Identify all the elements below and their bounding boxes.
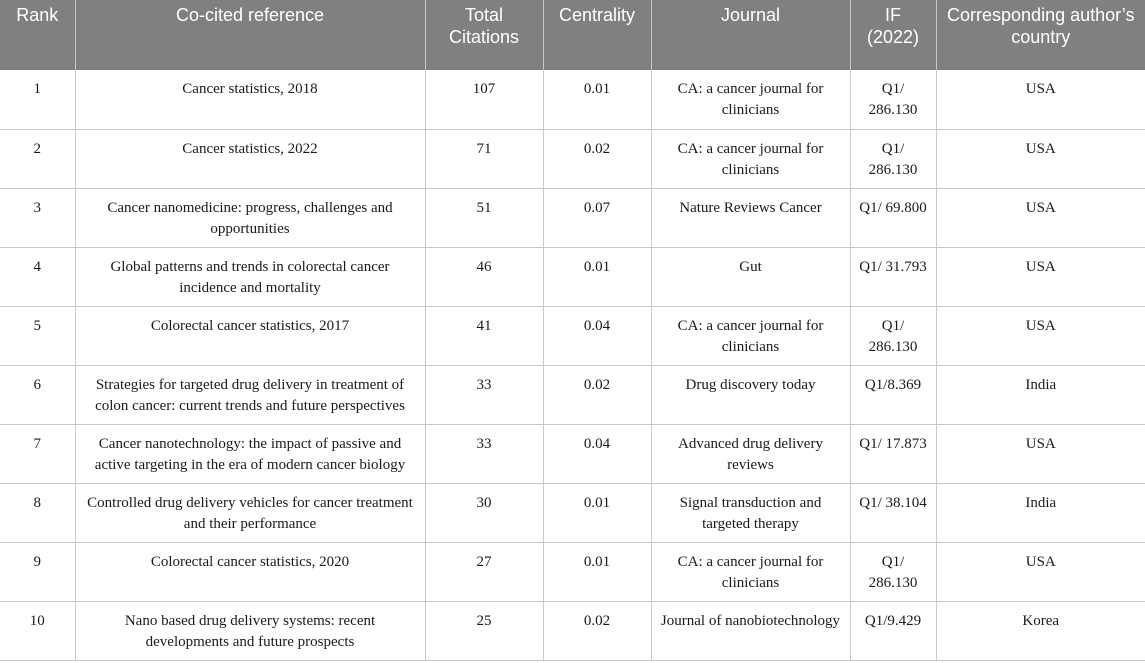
table-row	[0, 188, 1145, 247]
table-row	[0, 365, 1145, 424]
cell-rank: 7	[0, 424, 75, 483]
cell-country: India	[936, 483, 1145, 542]
cell-impact-factor: Q1/ 31.793	[850, 247, 936, 306]
cell-rank: 4	[0, 247, 75, 306]
header-rank: Rank	[0, 0, 75, 70]
cell-reference: Cancer statistics, 2018	[75, 70, 425, 129]
header-journal: Journal	[651, 0, 850, 70]
cell-citations: 33	[425, 365, 543, 424]
table-row	[0, 542, 1145, 601]
cell-impact-factor: Q1/ 69.800	[850, 188, 936, 247]
cell-centrality: 0.04	[543, 306, 651, 365]
cell-reference: Colorectal cancer statistics, 2017	[75, 306, 425, 365]
cell-citations: 33	[425, 424, 543, 483]
table-row	[0, 70, 1145, 129]
cell-impact-factor: Q1/ 286.130	[850, 70, 936, 129]
header-total-citations: Total Citations	[425, 0, 543, 70]
header-impact-factor: IF (2022)	[850, 0, 936, 70]
table-row	[0, 129, 1145, 188]
cell-citations: 46	[425, 247, 543, 306]
cell-country: USA	[936, 424, 1145, 483]
cell-centrality: 0.07	[543, 188, 651, 247]
table-row	[0, 601, 1145, 660]
cell-country: India	[936, 365, 1145, 424]
cell-rank: 10	[0, 601, 75, 660]
cell-journal: Journal of nanobiotechnology	[651, 601, 850, 660]
table-row	[0, 424, 1145, 483]
cell-reference: Cancer statistics, 2022	[75, 129, 425, 188]
cell-centrality: 0.04	[543, 424, 651, 483]
cell-journal: Drug discovery today	[651, 365, 850, 424]
cell-journal: Advanced drug delivery reviews	[651, 424, 850, 483]
cell-citations: 25	[425, 601, 543, 660]
cell-centrality: 0.02	[543, 129, 651, 188]
cell-country: Korea	[936, 601, 1145, 660]
cell-citations: 30	[425, 483, 543, 542]
cell-impact-factor: Q1/9.429	[850, 601, 936, 660]
cell-journal: CA: a cancer journal for clinicians	[651, 70, 850, 129]
cell-centrality: 0.01	[543, 247, 651, 306]
cell-citations: 27	[425, 542, 543, 601]
cell-impact-factor: Q1/ 286.130	[850, 542, 936, 601]
cell-centrality: 0.01	[543, 483, 651, 542]
table-body	[0, 70, 1145, 660]
cell-impact-factor: Q1/ 286.130	[850, 129, 936, 188]
table-header	[0, 0, 1145, 70]
cell-rank: 8	[0, 483, 75, 542]
cell-reference: Cancer nanotechnology: the impact of passive and active targeting in the era of modern cancer biology	[75, 424, 425, 483]
cell-centrality: 0.01	[543, 70, 651, 129]
cell-rank: 3	[0, 188, 75, 247]
cell-country: USA	[936, 247, 1145, 306]
cell-citations: 41	[425, 306, 543, 365]
cell-rank: 9	[0, 542, 75, 601]
header-reference: Co-cited reference	[75, 0, 425, 70]
cell-reference: Global patterns and trends in colorectal cancer incidence and mortality	[75, 247, 425, 306]
cell-rank: 1	[0, 70, 75, 129]
header-centrality: Centrality	[543, 0, 651, 70]
table-row	[0, 483, 1145, 542]
cell-citations: 71	[425, 129, 543, 188]
cell-citations: 107	[425, 70, 543, 129]
cell-impact-factor: Q1/ 38.104	[850, 483, 936, 542]
cell-country: USA	[936, 188, 1145, 247]
cell-journal: Gut	[651, 247, 850, 306]
cell-country: USA	[936, 306, 1145, 365]
cell-rank: 5	[0, 306, 75, 365]
cell-reference: Colorectal cancer statistics, 2020	[75, 542, 425, 601]
cell-rank: 2	[0, 129, 75, 188]
header-row	[0, 0, 1145, 70]
cell-reference: Cancer nanomedicine: progress, challenges and opportunities	[75, 188, 425, 247]
cell-citations: 51	[425, 188, 543, 247]
cell-impact-factor: Q1/ 286.130	[850, 306, 936, 365]
cell-centrality: 0.02	[543, 365, 651, 424]
cell-country: USA	[936, 129, 1145, 188]
cell-journal: CA: a cancer journal for clinicians	[651, 542, 850, 601]
cell-journal: CA: a cancer journal for clinicians	[651, 129, 850, 188]
header-country: Corresponding author’s country	[936, 0, 1145, 70]
cell-journal: CA: a cancer journal for clinicians	[651, 306, 850, 365]
table-row	[0, 306, 1145, 365]
cell-country: USA	[936, 70, 1145, 129]
cell-country: USA	[936, 542, 1145, 601]
cell-reference: Strategies for targeted drug delivery in treatment of colon cancer: current trends and future perspectives	[75, 365, 425, 424]
cell-journal: Nature Reviews Cancer	[651, 188, 850, 247]
cell-rank: 6	[0, 365, 75, 424]
cell-centrality: 0.02	[543, 601, 651, 660]
cell-centrality: 0.01	[543, 542, 651, 601]
table-row	[0, 247, 1145, 306]
cell-reference: Nano based drug delivery systems: recent developments and future prospects	[75, 601, 425, 660]
cell-journal: Signal transduction and targeted therapy	[651, 483, 850, 542]
cell-impact-factor: Q1/ 17.873	[850, 424, 936, 483]
cell-reference: Controlled drug delivery vehicles for cancer treatment and their performance	[75, 483, 425, 542]
cell-impact-factor: Q1/8.369	[850, 365, 936, 424]
